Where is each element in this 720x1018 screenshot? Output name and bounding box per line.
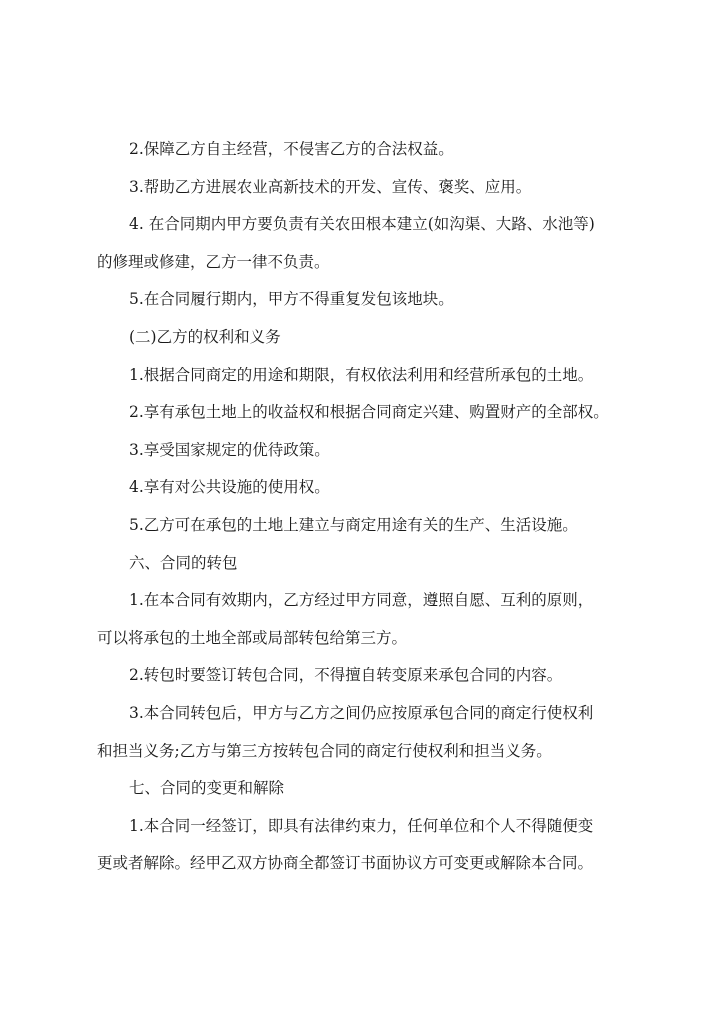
paragraph-line: 1.根据合同商定的用途和期限，有权依法利用和经营所承包的土地。: [129, 365, 594, 384]
section-heading: (二)乙方的权利和义务: [129, 327, 281, 346]
paragraph-line: 2.转包时要签订转包合同，不得擅自转变原来承包合同的内容。: [129, 666, 563, 685]
paragraph-line: 1.本合同一经签订，即具有法律约束力，任何单位和个人不得随便变: [129, 816, 594, 835]
paragraph-line: 1.在本合同有效期内，乙方经过甲方同意，遵照自愿、互利的原则，: [129, 591, 594, 610]
section-heading: 七、合同的变更和解除: [129, 779, 285, 798]
paragraph-line: 3.帮助乙方进展农业高新技术的开发、宣传、褒奖、应用。: [129, 177, 532, 196]
paragraph-line: 和担当义务;乙方与第三方按转包合同的商定行使权利和担当义务。: [97, 741, 552, 760]
paragraph-line: 2.保障乙方自主经营，不侵害乙方的合法权益。: [129, 140, 454, 158]
section-heading: 六、合同的转包: [129, 553, 238, 572]
paragraph-line: 3.享受国家规定的优待政策。: [129, 440, 330, 459]
contract-body: [97, 131, 645, 883]
paragraph-line: 3.本合同转包后，甲方与乙方之间仍应按原承包合同的商定行使权利: [129, 703, 594, 722]
paragraph-line: 4.享有对公共设施的使用权。: [129, 478, 330, 497]
paragraph-line: 可以将承包的土地全部或局部转包给第三方。: [97, 628, 408, 647]
paragraph-line: 5.在合同履行期内，甲方不得重复发包该地块。: [129, 290, 454, 309]
paragraph-line: 更或者解除。经甲乙双方协商全都签订书面协议方可变更或解除本合同。: [97, 854, 594, 873]
paragraph-line: 4. 在合同期内甲方要负责有关农田根本建立(如沟渠、大路、水池等): [129, 215, 595, 234]
paragraph-line: 2.享有承包土地上的收益权和根据合同商定兴建、购置财产的全部权。: [129, 403, 609, 422]
paragraph-line: 的修理或修建，乙方一律不负责。: [97, 252, 330, 271]
paragraph-line: 5.乙方可在承包的土地上建立与商定用途有关的生产、生活设施。: [129, 515, 578, 534]
